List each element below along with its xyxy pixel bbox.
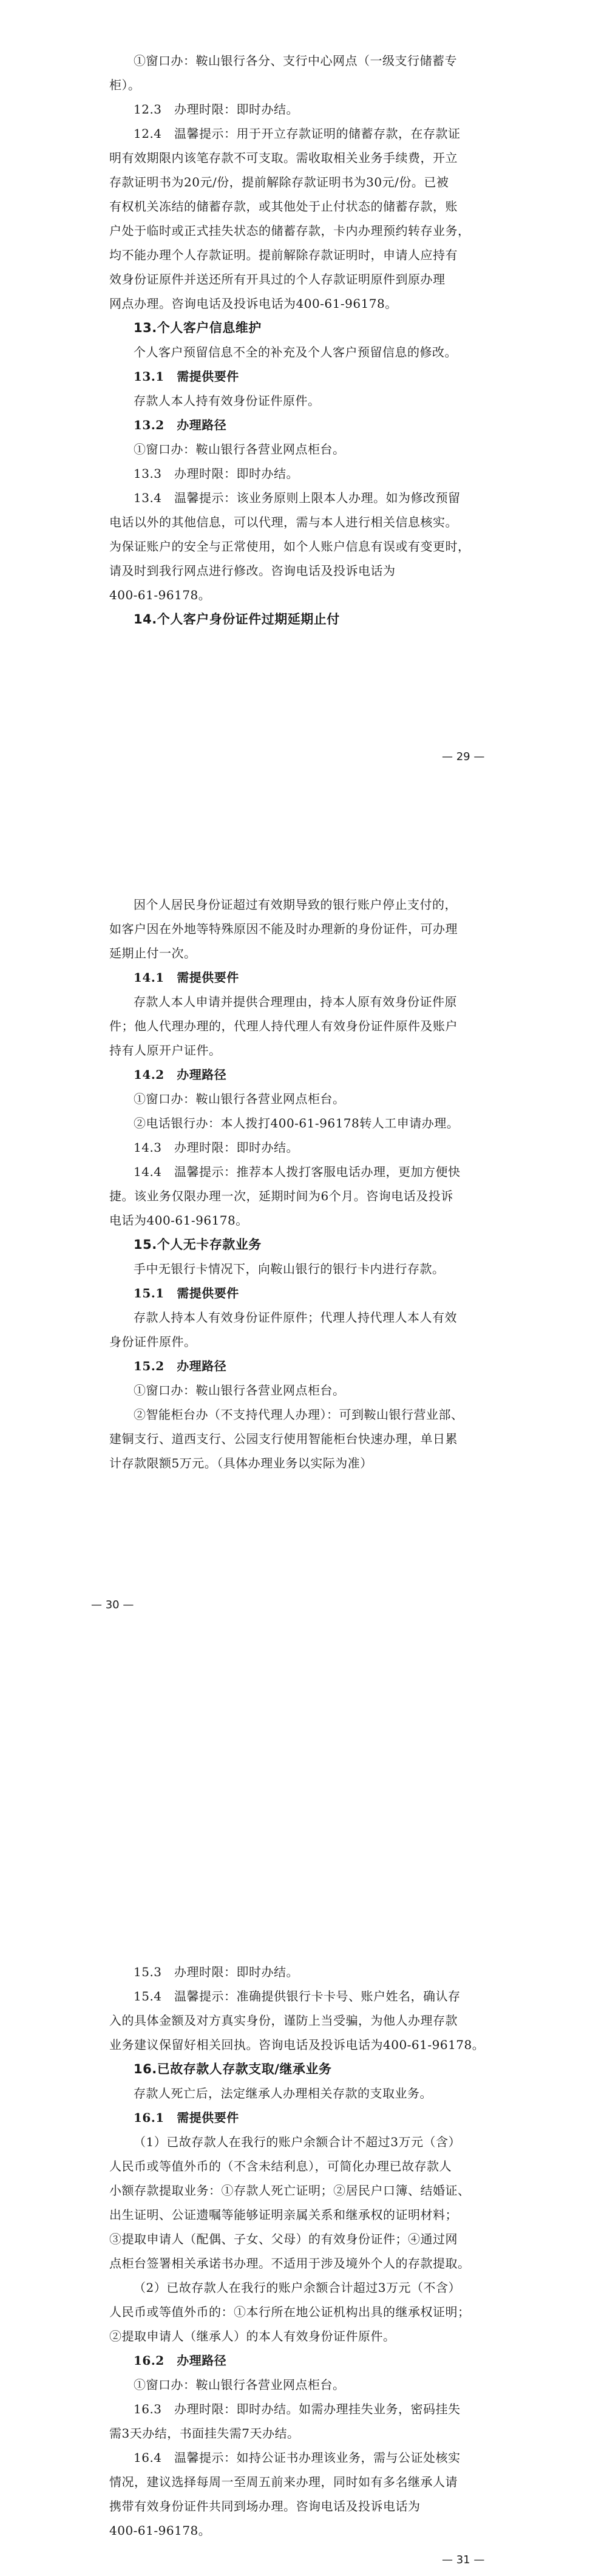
text-line: 入的具体金额及对方真实身份，谨防上当受骗，为他人办理存款 <box>109 2013 458 2028</box>
text-line: ②电话银行办：本人拨打400-61-96178转人工申请办理。 <box>134 1116 459 1130</box>
text-line: ①窗口办：鞍山银行各营业网点柜台。 <box>134 1383 345 1398</box>
text-line: 14.2 办理路径 <box>134 1067 227 1082</box>
text-line: 15.3 办理时限：即时办结。 <box>134 1965 299 1979</box>
text-line: 网点办理。咨询电话及投诉电话为400-61-96178。 <box>109 296 398 311</box>
text-line: 14.1 需提供要件 <box>134 970 239 985</box>
text-line: 14.个人客户身份证件过期延期止付 <box>134 612 340 627</box>
page-number: — 29 — <box>442 750 485 763</box>
text-line: 捷。该业务仅限办理一次，延期时间为6个月。咨询电话及投诉 <box>109 1189 453 1203</box>
text-line: （2）已故存款人在我行的账户余额合计超过3万元（不含） <box>134 2280 461 2295</box>
text-line: 存款人本人申请并提供合理理由，持本人原有效身份证件原 <box>134 994 457 1009</box>
text-line: 16.1 需提供要件 <box>134 2110 239 2125</box>
page-31-body <box>109 1960 499 2543</box>
text-line: ①窗口办：鞍山银行各营业网点柜台。 <box>134 442 345 457</box>
text-line: 人民币或等值外币的：①本行所在地公证机构出具的继承权证明； <box>109 2305 470 2319</box>
text-line: 16.4 温馨提示：如持公证书办理该业务，需与公证处核实 <box>134 2450 461 2465</box>
text-line: 如客户因在外地等特殊原因不能及时办理新的身份证件，可办理 <box>109 922 458 936</box>
text-line: ①窗口办：鞍山银行各分、支行中心网点（一级支行储蓄专 <box>134 53 457 68</box>
text-line: 建铜支行、道西支行、公园支行使用智能柜台快速办理，单日累 <box>109 1432 458 1446</box>
text-line: 携带有效身份证件共同到场办理。咨询电话及投诉电话为 <box>109 2499 421 2513</box>
text-line: 请及时到我行网点进行修改。咨询电话及投诉电话为 <box>109 563 396 578</box>
text-line: 业务建议保留好相关回执。咨询电话及投诉电话为400-61-96178。 <box>109 2037 485 2052</box>
text-line: ①窗口办：鞍山银行各营业网点柜台。 <box>134 1092 345 1106</box>
text-line: 人民币或等值外币的（不含未结利息），可简化办理已故存款人 <box>109 2159 452 2173</box>
text-line: 13.1 需提供要件 <box>134 369 239 384</box>
text-line: 件；他人代理办理的，代理人持代理人有效身份证件原件及账户 <box>109 1019 458 1033</box>
text-line: 电话为400-61-96178。 <box>109 1213 248 1228</box>
text-line: 因个人居民身份证超过有效期导致的银行账户停止支付的， <box>134 897 457 912</box>
text-line: 13.4 温馨提示：该业务原则上限本人办理。如为修改预留 <box>134 491 461 505</box>
page-29-body <box>109 49 499 631</box>
text-line: 小额存款提取业务：①存款人死亡证明；②居民户口簿、结婚证、 <box>109 2183 470 2198</box>
text-line: 存款证明书为20元/份，提前解除存款证明书为30元/份。已被 <box>109 175 449 189</box>
text-line: 柜）。 <box>109 78 141 92</box>
text-line: 13.3 办理时限：即时办结。 <box>134 466 299 481</box>
text-line: 有权机关冻结的储蓄存款，或其他处于止付状态的储蓄存款，账 <box>109 199 458 214</box>
text-line: 存款人死亡后，法定继承人办理相关存款的支取业务。 <box>134 2086 432 2101</box>
text-line: 12.3 办理时限：即时办结。 <box>134 102 299 117</box>
text-line: 15.1 需提供要件 <box>134 1286 239 1300</box>
text-line: 电话以外的其他信息，可以代理，需与本人进行相关信息核实。 <box>109 515 458 529</box>
text-line: 15.个人无卡存款业务 <box>134 1237 262 1252</box>
page-30 <box>0 850 607 1700</box>
text-line: 14.4 温馨提示：推荐本人拨打客服电话办理，更加方便快 <box>134 1164 461 1179</box>
page-29 <box>0 0 607 850</box>
text-line: ②提取申请人（继承人）的本人有效身份证件原件。 <box>109 2329 396 2343</box>
text-line: 个人客户预留信息不全的补充及个人客户预留信息的修改。 <box>134 345 457 359</box>
text-line: 为保证账户的安全与正常使用，如个人账户信息有误或有变更时， <box>109 539 470 554</box>
text-line: 明有效期限内该笔存款不可支取。需收取相关业务手续费，开立 <box>109 151 458 165</box>
page-number: — 30 — <box>91 1599 134 1611</box>
text-line: 出生证明、公证遗嘱等能够证明亲属关系和继承权的证明材料； <box>109 2207 458 2222</box>
text-line: ①窗口办：鞍山银行各营业网点柜台。 <box>134 2377 345 2392</box>
text-line: 需3天办结，书面挂失需7天办结。 <box>109 2426 300 2441</box>
text-line: ③提取申请人（配偶、子女、父母）的有效身份证件；④通过网 <box>109 2232 458 2246</box>
text-line: 400-61-96178。 <box>109 2523 211 2538</box>
text-line: 手中无银行卡情况下，向鞍山银行的银行卡内进行存款。 <box>134 1262 445 1276</box>
text-line: 户处于临时或正式挂失状态的储蓄存款，卡内办理预约转存业务， <box>109 223 470 238</box>
text-line: 持有人原开户证件。 <box>109 1043 222 1058</box>
page-number: — 31 — <box>442 2554 485 2566</box>
text-line: 效身份证原件并送还所有开具过的个人存款证明原件到原办理 <box>109 272 446 287</box>
text-line: 14.3 办理时限：即时办结。 <box>134 1140 299 1155</box>
text-line: 点柜台签署相关承诺书办理。不适用于涉及境外个人的存款提取。 <box>109 2256 470 2271</box>
text-line: 存款人持本人有效身份证件原件；代理人持代理人本人有效 <box>134 1310 457 1325</box>
text-line: ②智能柜台办（不支持代理人办理）：可到鞍山银行营业部、 <box>134 1407 464 1422</box>
text-line: 13.个人客户信息维护 <box>134 321 262 335</box>
text-line: 400-61-96178。 <box>109 588 211 602</box>
text-line: 情况，建议选择每周一至周五前来办理，同时如有多名继承人请 <box>109 2475 458 2489</box>
text-line: 延期止付一次。 <box>109 946 197 960</box>
text-line: 15.2 办理路径 <box>134 1359 227 1373</box>
text-line: 存款人本人持有效身份证件原件。 <box>134 393 320 408</box>
text-line: 身份证件原件。 <box>109 1334 197 1349</box>
text-line: 12.4 温馨提示：用于开立存款证明的储蓄存款，在存款证 <box>134 126 461 141</box>
page-31 <box>0 1700 607 2576</box>
page-30-body <box>109 892 499 1475</box>
text-line: 16.已故存款人存款支取/继承业务 <box>134 2062 332 2076</box>
text-line: 计存款限额5万元。（具体办理业务以实际为准） <box>109 1456 373 1470</box>
text-line: 16.3 办理时限：即时办结。如需办理挂失业务，密码挂失 <box>134 2402 461 2416</box>
text-line: 15.4 温馨提示：准确提供银行卡卡号、账户姓名，确认存 <box>134 1989 461 2003</box>
text-line: 16.2 办理路径 <box>134 2353 227 2368</box>
text-line: 13.2 办理路径 <box>134 418 227 432</box>
text-line: （1）已故存款人在我行的账户余额合计不超过3万元（含） <box>134 2135 461 2149</box>
text-line: 均不能办理个人存款证明。提前解除存款证明时，申请人应持有 <box>109 248 458 262</box>
